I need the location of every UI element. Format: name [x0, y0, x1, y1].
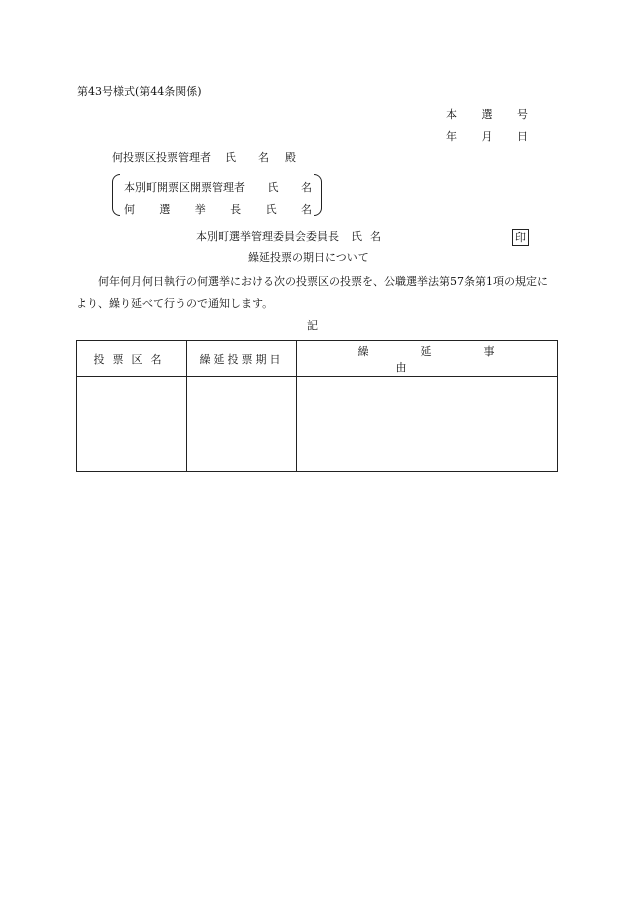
header-postponement-reason: [297, 341, 558, 377]
header-polling-district: [77, 341, 187, 377]
date-part: 日: [517, 130, 528, 143]
header-postponed-date: [187, 341, 297, 377]
addressee-title: 何投票区投票管理者: [112, 151, 211, 164]
addressee: [112, 152, 296, 163]
reference-number-part: 選: [481, 108, 493, 121]
addressee-shi: 氏: [225, 151, 236, 164]
sender-mei: 名: [301, 181, 312, 194]
reference-number-part: 本: [446, 108, 457, 121]
sender-char: 長: [230, 203, 242, 216]
sender-char: 何: [124, 203, 135, 216]
reference-number: [446, 106, 528, 122]
header-label: 繰延投票期日: [199, 352, 284, 366]
cell-polling-district: [77, 377, 187, 472]
body-text: 何年何月何日執行の何選挙における次の投票区の投票を、公職選挙法第57条第1項の規定により、繰り延べて行うので通知します。: [76, 275, 548, 310]
commission-chair: [196, 231, 381, 242]
sender-char: 氏: [265, 203, 277, 216]
reference-number-part: 号: [517, 108, 528, 121]
addressee-mei: 名: [258, 151, 269, 164]
commission-title: 本別町選挙管理委員会委員長: [196, 230, 339, 243]
sender-title: 本別町開票区開票管理者: [124, 181, 245, 194]
sender-char: 名: [300, 203, 312, 216]
table-row: [77, 377, 558, 472]
sender-line-election-chief: [124, 201, 312, 217]
date-part: 年: [446, 130, 457, 143]
form-number: 第43号様式(第44条関係): [77, 85, 202, 98]
sender-block: [112, 174, 322, 216]
document-date: [446, 128, 528, 144]
commission-shi: 氏: [351, 230, 362, 243]
cell-postponement-reason: [297, 377, 558, 472]
sender-line-counting-manager: [124, 179, 312, 195]
note-label: 記: [307, 319, 318, 332]
sender-char: 挙: [194, 203, 206, 216]
seal-mark: 印: [512, 229, 529, 246]
sender-shi: 氏: [267, 181, 279, 194]
right-bracket: [314, 174, 322, 216]
header-label: 繰延事由: [357, 344, 547, 374]
document-title: 繰延投票の期日について: [248, 251, 369, 264]
commission-mei: 名: [370, 230, 381, 243]
sender-char: 選: [159, 203, 171, 216]
addressee-honorific: 殿: [285, 151, 296, 164]
date-part: 月: [481, 130, 493, 143]
table-header-row: [77, 341, 558, 377]
postponement-table: [76, 340, 558, 472]
header-label: 投票区名: [93, 352, 170, 366]
cell-postponed-date: [187, 377, 297, 472]
left-bracket: [112, 174, 120, 216]
